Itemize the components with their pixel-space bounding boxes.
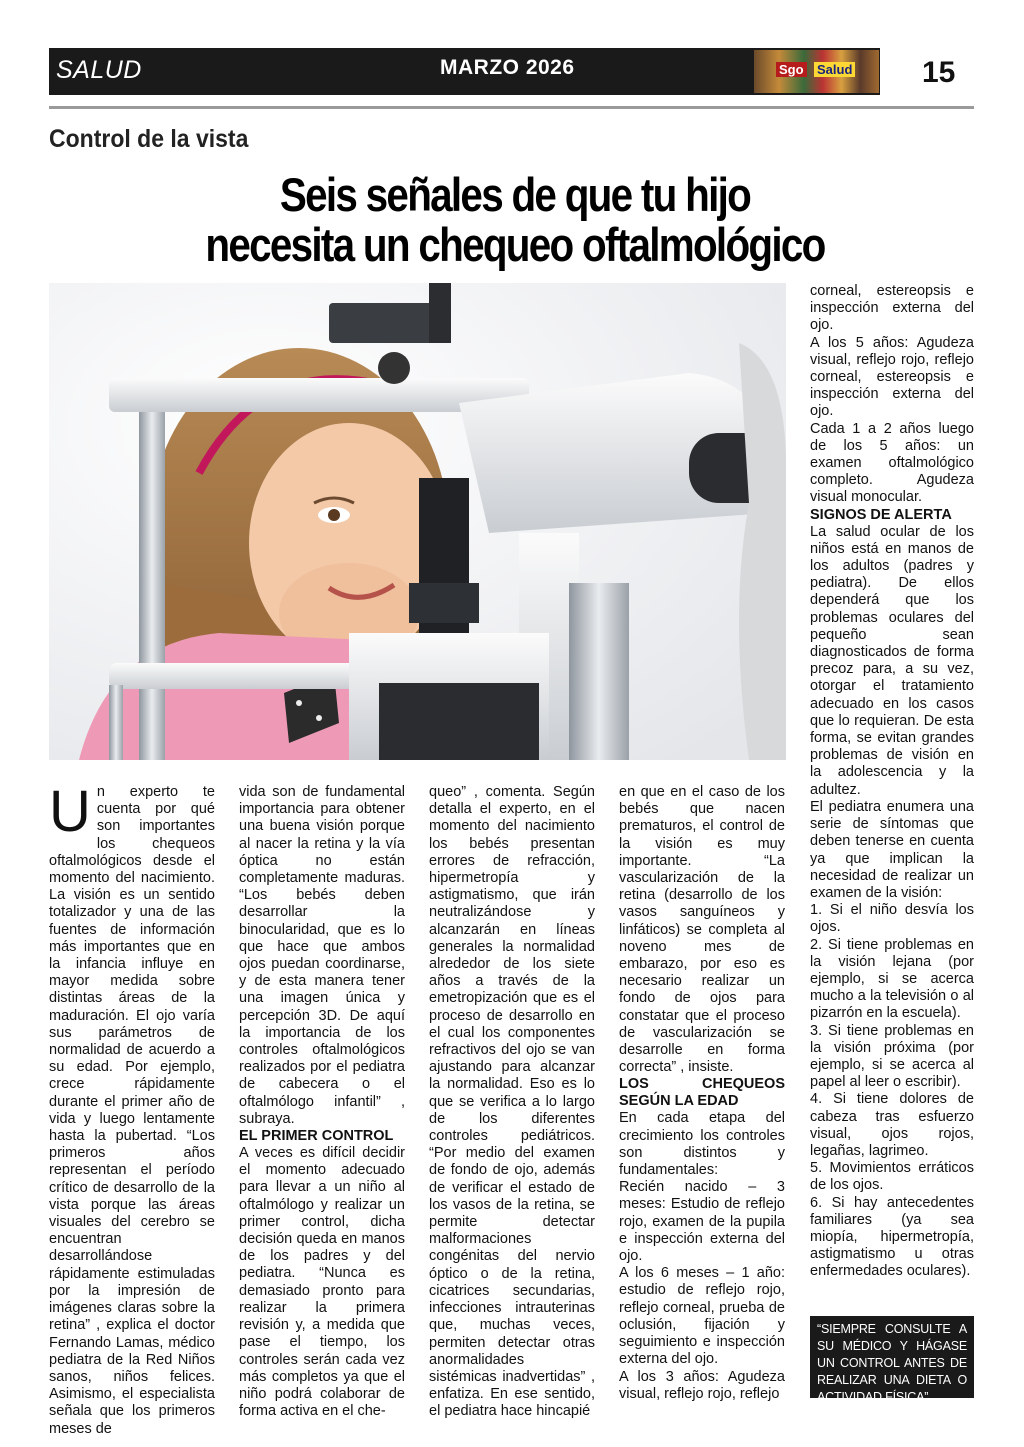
article-photo — [49, 283, 786, 760]
col4-paragraph-3: Recién nacido – 3 meses: Estudio de reflejo rojo, examen de la pupila e inspección externa del ojo. — [619, 1179, 785, 1265]
col4-paragraph-2: En cada etapa del crecimiento los controles son distintos y fundamentales: — [619, 1110, 785, 1179]
col1-text: n experto te cuenta por qué son importantes los chequeos oftalmológicos desde el momento del nacimiento. La visión es un sentido totalizador y una de las fuentes de información más importantes que en la infancia influye en mayor medida sobre distintas áreas de la maduración. El ojo varía sus parámetros de normalidad de acuerdo a su edad. Por ejemplo, crece rápidamente durante el primer año de vida y luego lentamente hasta la pubertad. “Los primeros años representan el período crítico de desarrollo de la vista porque las áreas visuales del cerebro se encuentran desarrollándose rápidamente estimuladas por la impresión de imágenes claras sobre la retina” , explica el doctor Fernando Lamas, médico pediatra de la Red Niños sanos, niños felices. Asimismo, el especialista señala que los primeros meses de — [49, 784, 215, 1437]
eye-exam-illustration — [49, 283, 786, 760]
issue-date: MARZO 2026 — [440, 56, 575, 79]
headline-line-1: Seis señales de que tu hijo — [279, 168, 751, 221]
col2-paragraph-2: A veces es difícil decidir el momento adecuado para llevar a un niño al oftalmólogo y realizar un primer control, dicha decisión queda en manos de los padres y del pediatra. “Nunca es demasiado pronto para realizar la primera revisión y, a medida que pase el tiempo, los controles serán cada vez más completos ya que el niño podrá colaborar de forma activa en el che- — [239, 1145, 405, 1420]
article-kicker: Control de la vista — [49, 125, 249, 153]
col5-paragraph-2: A los 5 años: Agudeza visual, reflejo rojo, reflejo corneal, estereopsis e inspección externa del ojo. — [810, 334, 974, 420]
subhead-primer-control: EL PRIMER CONTROL — [239, 1128, 394, 1145]
list-item: 2. Si tiene problemas en la visión lejana (por ejemplo, si se acerca mucho a la televisión o al pizarrón en la escuela). — [810, 936, 974, 1022]
section-label: SALUD — [56, 56, 142, 84]
header-divider — [49, 106, 974, 109]
drop-cap: U — [49, 779, 91, 844]
article-column-5 — [810, 283, 974, 1281]
col5-paragraph-3: Cada 1 a 2 años luego de los 5 años: un examen oftalmológico completo. Agudeza visual monocular. — [810, 420, 974, 506]
list-item: 5. Movimientos erráticos de los ojos. — [810, 1160, 974, 1194]
article-column-2 — [239, 784, 405, 1420]
article-column-3 — [429, 784, 595, 1421]
article-column-4 — [619, 784, 785, 1403]
subhead-chequeos-edad: LOS CHEQUEOS SEGÚN LA EDAD — [619, 1076, 785, 1110]
col5-paragraph-5: El pediatra enumera una serie de síntomas que deben tenerse en cuenta ya que implican la necesidad de realizar un examen de la visión: — [810, 798, 974, 901]
col2-paragraph-1: vida son de fundamental importancia para obtener una buena visión porque al nacer la retina y la vía óptica no están completamente maduras. “Los bebés deben desarrollar la binocularidad, que es lo que hace que ambos ojos puedan coordinarse, y de esta manera tener una imagen única y percepción 3D. De aquí la importancia de los controles oftalmológicos realizados por el pediatra de cabecera o el oftalmólogo infantil” , subraya. — [239, 784, 405, 1127]
col5-paragraph-1: corneal, estereopsis e inspección externa del ojo. — [810, 283, 974, 334]
subhead-signos-alerta: SIGNOS DE ALERTA — [810, 506, 952, 523]
warning-signs-list — [810, 902, 974, 1280]
logo-word-left: Sgo — [776, 62, 807, 77]
page-number: 15 — [922, 56, 956, 89]
col3-text: queo” , comenta. Según detalla el experto, en el momento del nacimiento los bebés presentan errores de refracción, hipermetropía y astigmatismo, que irán neutralizándose y alcanzarán en líneas generales la normalidad alrededor de los siete años a través de la emetropización que es el proceso de desarrollo en el cual los componentes refractivos del ojo se van ajustando para alcanzar la normalidad. Eso es lo que se verifica a lo largo de los diferentes controles pediátricos. “Por medio del examen de fondo de ojo, además de verificar el estado de los vasos de la retina, se permite detectar malformaciones congénitas del nervio óptico o de la retina, cicatrices secundarias, infecciones intrauterinas que, muchas veces, permiten detectar otras anormalidades sistémicas inadvertidas” , enfatiza. En ese sentido, el pediatra hace hincapié — [429, 784, 595, 1420]
list-item: 3. Si tiene problemas en la visión próxima (por ejemplo, si se acerca al papel al leer o escribir). — [810, 1022, 974, 1091]
publication-logo — [754, 50, 879, 93]
article-column-1 — [49, 779, 215, 1438]
col5-paragraph-4: La salud ocular de los niños está en manos de los adultos (padres y pediatra). De ellos dependerá que los problemas oculares del pequeño sean diagnosticados de forma precoz para, a su vez, otorgar el tratamiento adecuado en los casos que lo requieran. De esta forma, se evitan grandes problemas de visión en la adolescencia y la adultez. — [810, 523, 974, 798]
headline-line-2: necesita un chequeo oftalmológico — [205, 218, 825, 271]
list-item: 4. Si tiene dolores de cabeza tras esfuerzo visual, ojos rojos, legañas, lagrimeo. — [810, 1091, 974, 1159]
logo-word-right: Salud — [814, 62, 855, 77]
advice-callout: “SIEMPRE CONSULTE A SU MÉDICO Y HÁGASE UN CONTROL ANTES DE REALIZAR UNA DIETA O ACTIVIDAD FÍSICA” — [810, 1316, 974, 1398]
col4-paragraph-4: A los 6 meses – 1 año: estudio de reflejo rojo, reflejo corneal, prueba de oclusión, fijación y seguimiento e inspección externa del ojo. — [619, 1265, 785, 1368]
article-headline — [175, 170, 854, 270]
list-item: 1. Si el niño desvía los ojos. — [810, 902, 974, 936]
list-item: 6. Si hay antecedentes familiares (ya sea miopía, hipermetropía, astigmatismo u otras enfermedades oculares). — [810, 1194, 974, 1280]
col4-paragraph-1: en que en el caso de los bebés que nacen prematuros, el control de la visión es muy importante. “La vascularización de la retina (desarrollo de los vasos sanguíneos y linfáticos) se completa al noveno mes de embarazo, por eso es necesario realizar un fondo de ojos para constatar que el proceso de vascularización se desarrolle en forma correcta” , insiste. — [619, 784, 785, 1076]
col4-paragraph-5: A los 3 años: Agudeza visual, reflejo rojo, reflejo — [619, 1368, 785, 1402]
